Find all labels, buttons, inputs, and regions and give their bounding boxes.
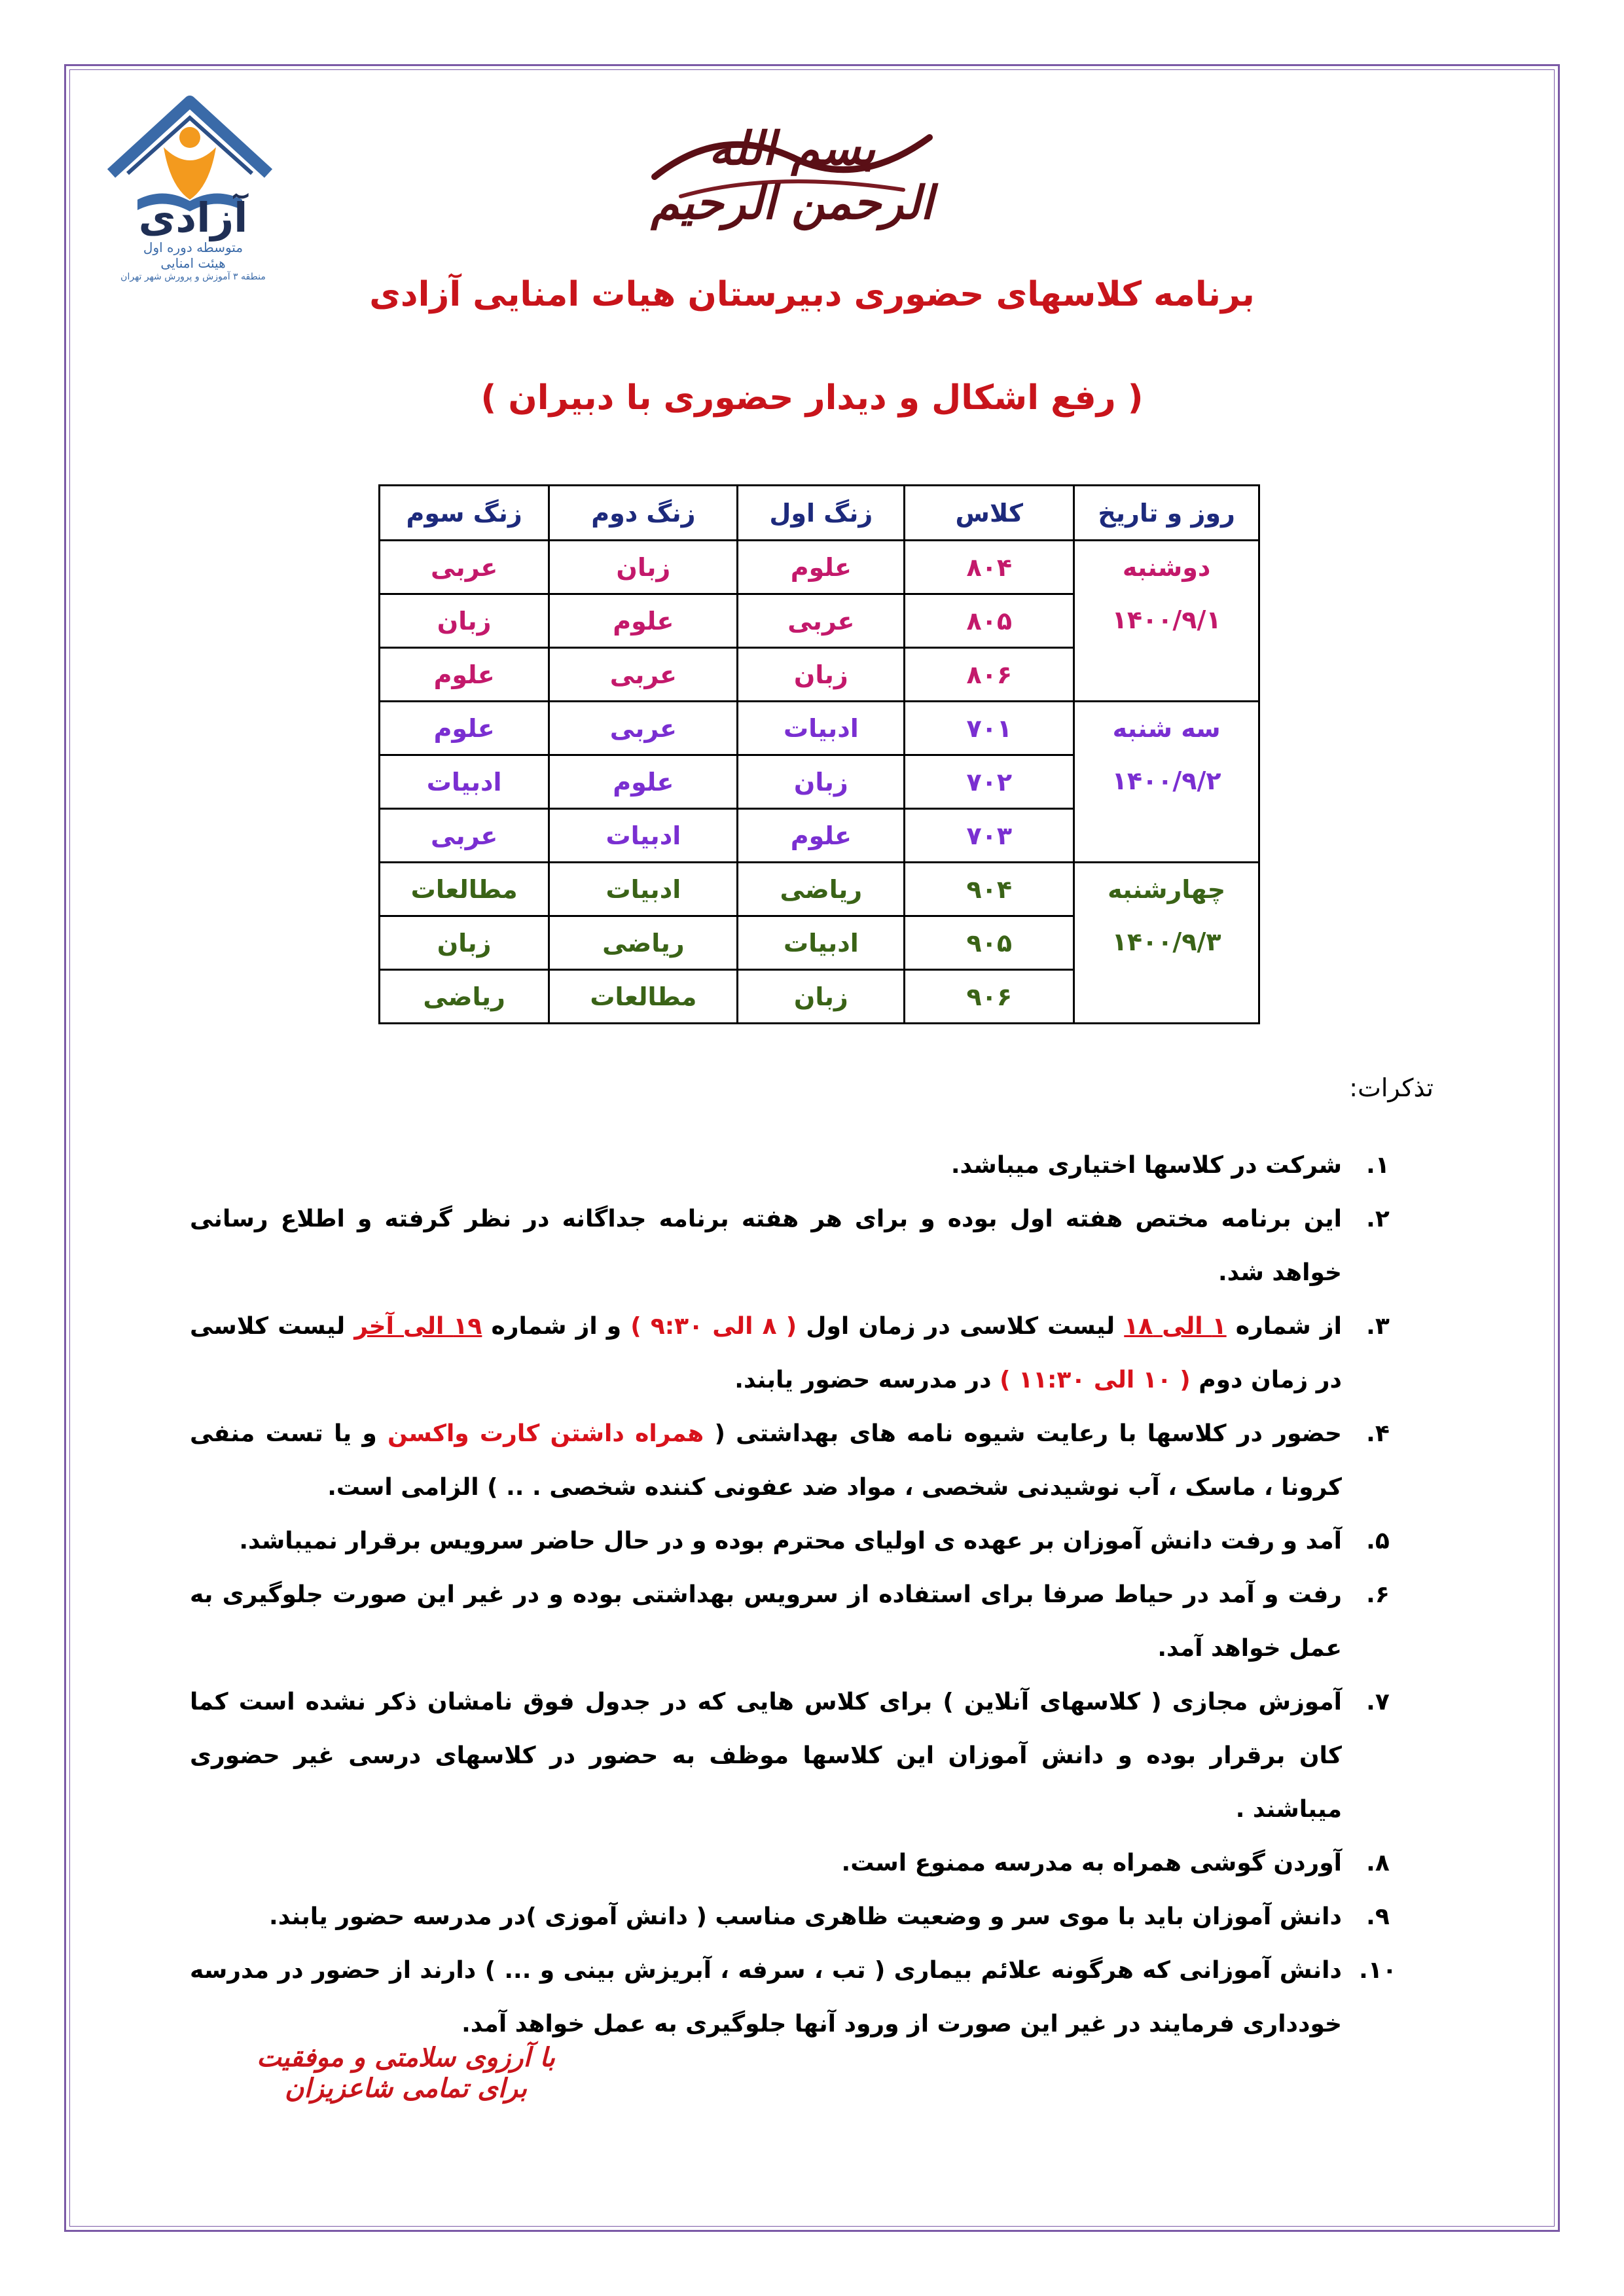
header-bell-3: زنگ سوم [380, 486, 549, 541]
bell-1-cell: ریاضی [738, 863, 905, 916]
class-cell: ۷۰۳ [905, 809, 1074, 863]
note-text: ( ۱۰ الی ۱۱:۳۰ ) [1000, 1367, 1191, 1393]
notes-list [190, 1139, 1401, 2051]
note-text: در مدرسه حضور یابند. [734, 1367, 1000, 1393]
bell-3-cell: عربی [380, 541, 549, 594]
note-item [190, 1676, 1401, 1837]
logo-caption [105, 196, 281, 283]
note-number: ۹. [1366, 1903, 1390, 1930]
note-text: و از شماره [482, 1313, 631, 1340]
note-text: ۱۹ الی آخر [354, 1313, 482, 1340]
day-name: چهارشنبه [1108, 875, 1226, 904]
header-day-date: روز و تاریخ [1074, 486, 1259, 541]
bell-1-cell: علوم [738, 541, 905, 594]
bell-3-cell: زبان [380, 594, 549, 648]
note-number: ۶. [1366, 1581, 1390, 1608]
bell-1-cell: علوم [738, 809, 905, 863]
class-cell: ۹۰۴ [905, 863, 1074, 916]
class-cell: ۷۰۲ [905, 755, 1074, 809]
bell-2-cell: ادبیات [549, 809, 738, 863]
bell-1-cell: عربی [738, 594, 905, 648]
bell-3-cell: ریاضی [380, 970, 549, 1024]
note-text: همراه داشتن کارت واکسن [388, 1420, 704, 1447]
bell-2-cell: عربی [549, 702, 738, 755]
bell-1-cell: زبان [738, 970, 905, 1024]
note-text: آمد و رفت دانش آموزان بر عهده ی اولیای محترم بوده و در حال حاضر سرویس برقرار نمیباشد. [239, 1528, 1342, 1554]
note-text: لیست کلاسی در زمان اول [797, 1313, 1125, 1340]
bell-2-cell: عربی [549, 648, 738, 702]
class-cell: ۸۰۴ [905, 541, 1074, 594]
class-cell: ۷۰۱ [905, 702, 1074, 755]
note-item [190, 1890, 1401, 1944]
note-number: ۴. [1366, 1420, 1390, 1447]
bell-2-cell: علوم [549, 594, 738, 648]
closing-signature: با آرزوی سلامتی و موفقیت برای تمامی شاعزیزان [257, 2042, 555, 2104]
header-bell-2: زنگ دوم [549, 486, 738, 541]
day-date-cell [1074, 541, 1259, 702]
bell-1-cell: ادبیات [738, 916, 905, 970]
logo-name: آزادی [138, 194, 248, 242]
note-item [190, 1515, 1401, 1568]
note-text: ۱ الی ۱۸ [1124, 1313, 1227, 1340]
bell-3-cell: مطالعات [380, 863, 549, 916]
notes-heading: تذکرات: [1349, 1073, 1434, 1102]
bell-3-cell: علوم [380, 648, 549, 702]
bell-1-cell: ادبیات [738, 702, 905, 755]
class-cell: ۹۰۵ [905, 916, 1074, 970]
note-text: ( ۸ الی ۹:۳۰ ) [630, 1313, 797, 1340]
note-text: شرکت در کلاسها اختیاری میباشد. [950, 1152, 1342, 1179]
note-number: ۱. [1366, 1152, 1390, 1179]
bell-1-cell: زبان [738, 648, 905, 702]
note-text: دانش آموزان باید با موی سر و وضعیت ظاهری مناسب ( دانش آموزی )در مدرسه حضور یابند. [269, 1903, 1342, 1930]
bell-2-cell: ریاضی [549, 916, 738, 970]
bell-3-cell: علوم [380, 702, 549, 755]
day-date-cell [1074, 702, 1259, 863]
note-item [190, 1139, 1401, 1193]
day-name: سه شنبه [1112, 714, 1221, 743]
page-subtitle: ( رفع اشکال و دیدار حضوری با دبیران ) [480, 378, 1144, 418]
note-text: رفت و آمد در حیاط صرفا برای استفاده از سرویس بهداشتی بوده و در غیر این صورت جلوگیری به عمل خواهد آمد. [190, 1581, 1342, 1662]
header-class: کلاس [905, 486, 1074, 541]
table-header-row [380, 486, 1259, 541]
bell-1-cell: زبان [738, 755, 905, 809]
note-number: ۱۰. [1359, 1957, 1397, 1984]
note-item [190, 1944, 1401, 2051]
bell-2-cell: ادبیات [549, 863, 738, 916]
note-text: حضور در کلاسها با رعایت شیوه نامه های بهداشتی ( [704, 1420, 1343, 1447]
logo-subtitle: متوسطه دوره اول [143, 240, 244, 255]
note-item [190, 1193, 1401, 1300]
note-text: از شماره [1226, 1313, 1342, 1340]
bismillah-text: بسم الله الرحمن الرحیم [651, 121, 933, 230]
class-cell: ۸۰۵ [905, 594, 1074, 648]
schedule-table [378, 484, 1260, 1024]
class-cell: ۸۰۶ [905, 648, 1074, 702]
bell-2-cell: مطالعات [549, 970, 738, 1024]
table-row [380, 702, 1259, 755]
logo-subtitle2: هیئت امنایی [160, 255, 226, 271]
table-row [380, 863, 1259, 916]
note-item [190, 1568, 1401, 1676]
page-title: برنامه کلاسهای حضوری دبیرستان هیات امنایی آزادی [369, 275, 1255, 314]
note-text: این برنامه مختص هفته اول بوده و برای هر هفته برنامه جداگانه در نظر گرفته و اطلاع رسانی خواهد شد. [190, 1206, 1342, 1286]
note-number: ۸. [1366, 1850, 1390, 1876]
header-bell-1: زنگ اول [738, 486, 905, 541]
note-text: دانش آموزانی که هرگونه علائم بیماری ( تب ، سرفه ، آبریزش بینی و ... ) دارند از حضور در مدرسه خودداری فرمایند در غیر این صورت از ورود آنها جلوگیری به عمل خواهد آمد. [190, 1957, 1342, 2037]
date: ۱۴۰۰/۹/۱ [1111, 605, 1221, 634]
table-row [380, 541, 1259, 594]
bell-2-cell: علوم [549, 755, 738, 809]
note-text: و یا تست منفی کرونا ، ماسک ، آب نوشیدنی شخصی ، مواد ضد عفونی کننده شخصی . .. ) الزامی است. [190, 1420, 1342, 1501]
note-item [190, 1407, 1401, 1515]
note-number: ۲. [1366, 1206, 1390, 1232]
bell-2-cell: زبان [549, 541, 738, 594]
logo-caption-line: منطقه ۳ آموزش و پرورش شهر تهران [120, 272, 266, 282]
note-item [190, 1300, 1401, 1407]
note-item [190, 1837, 1401, 1890]
note-text: آوردن گوشی همراه به مدرسه ممنوع است. [841, 1850, 1342, 1876]
class-cell: ۹۰۶ [905, 970, 1074, 1024]
bell-3-cell: زبان [380, 916, 549, 970]
bell-3-cell: ادبیات [380, 755, 549, 809]
bell-3-cell: عربی [380, 809, 549, 863]
date: ۱۴۰۰/۹/۳ [1111, 927, 1221, 956]
note-text: آموزش مجازی ( کلاسهای آنلاین ) برای کلاس هایی که در جدول فوق نامشان ذکر نشده است کما کان برقرار بوده و دانش آموزان این کلاسها موظف به حضور در کلاسهای درسی غیر حضوری میباشند . [190, 1689, 1342, 1823]
note-number: ۳. [1366, 1313, 1390, 1340]
date: ۱۴۰۰/۹/۲ [1111, 766, 1221, 795]
note-text: لیست کلاسی در زمان دوم [190, 1313, 1342, 1393]
day-date-cell [1074, 863, 1259, 1024]
day-name: دوشنبه [1122, 553, 1211, 582]
note-number: ۵. [1366, 1528, 1390, 1554]
note-number: ۷. [1366, 1689, 1390, 1715]
